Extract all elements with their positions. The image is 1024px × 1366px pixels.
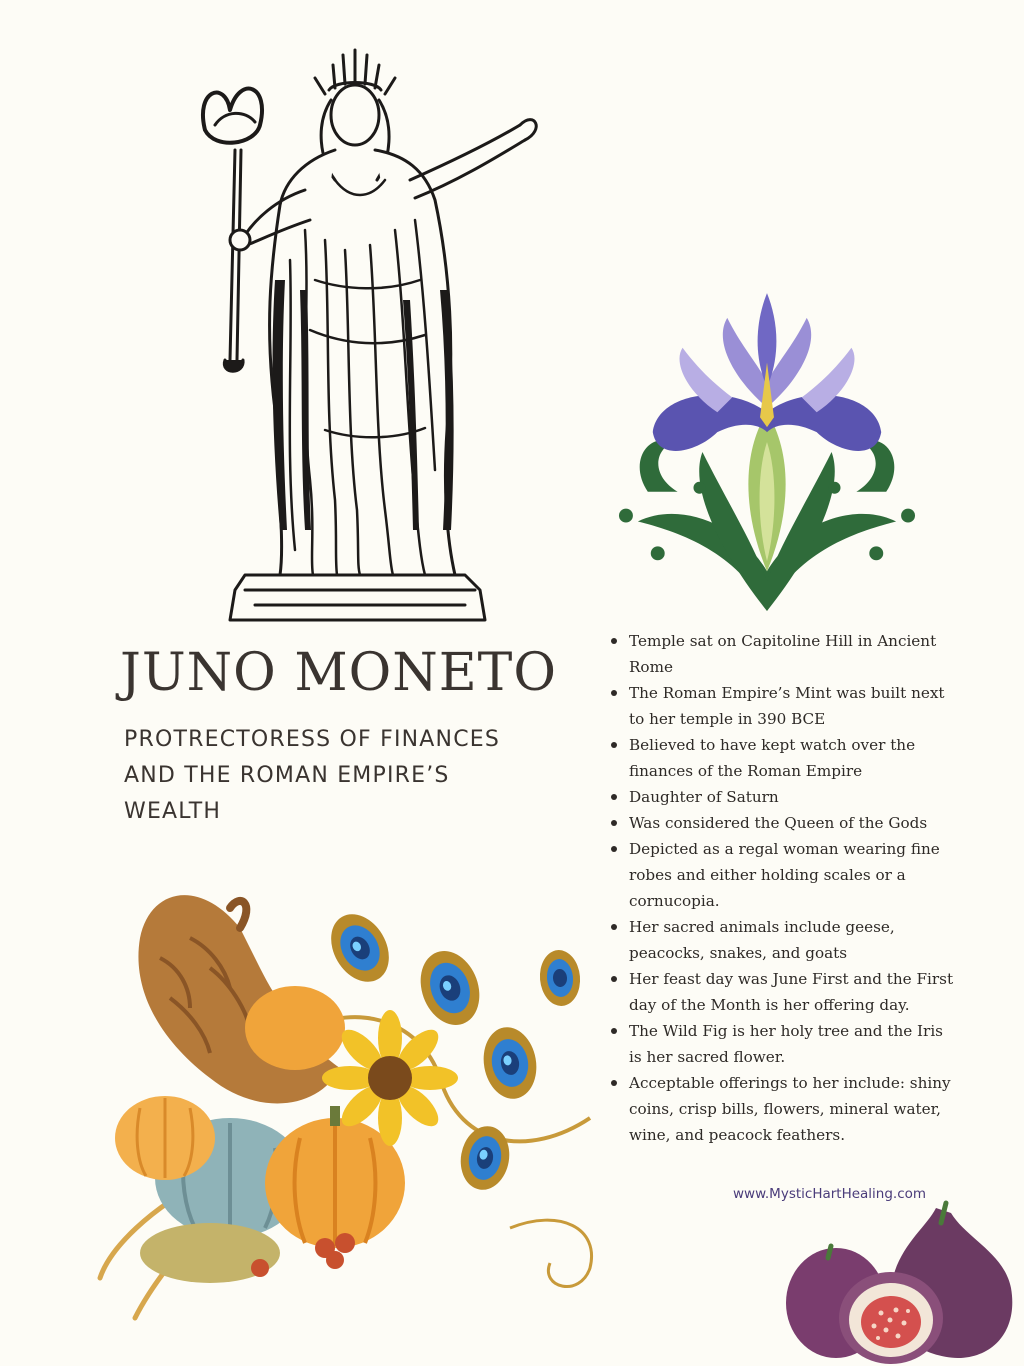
statue-illustration (185, 30, 545, 630)
iris-illustration (618, 292, 916, 614)
list-item: Temple sat on Capitoline Hill in Ancient Rome (604, 628, 954, 680)
cornucopia-illustration (90, 848, 620, 1343)
list-item: The Roman Empire’s Mint was built next to her temple in 390 BCE (604, 680, 954, 732)
list-item: Daughter of Saturn (604, 784, 954, 810)
list-item: Believed to have kept watch over the finances of the Roman Empire (604, 732, 954, 784)
page-subtitle: PROTRECTORESS OF FINANCES AND THE ROMAN EMPIRE’S WEALTH (124, 727, 501, 824)
list-item: Her feast day was June First and the First day of the Month is her offering day. (604, 966, 954, 1018)
list-item: Her sacred animals include geese, peacocks, snakes, and goats (604, 914, 954, 966)
website-link[interactable]: www.MysticHartHealing.com (733, 1186, 927, 1202)
page-title: JUNO MONETO (120, 643, 557, 703)
list-item: Depicted as a regal woman wearing fine robes and either holding scales or a cornucopia. (604, 836, 954, 914)
list-item: Acceptable offerings to her include: shiny coins, crisp bills, flowers, mineral water, wine, and peacock feathers. (604, 1070, 954, 1148)
figs-illustration (786, 1198, 1018, 1366)
list-item: The Wild Fig is her holy tree and the Iris is her sacred flower. (604, 1018, 954, 1070)
facts-list (604, 628, 954, 1148)
list-item: Was considered the Queen of the Gods (604, 810, 954, 836)
